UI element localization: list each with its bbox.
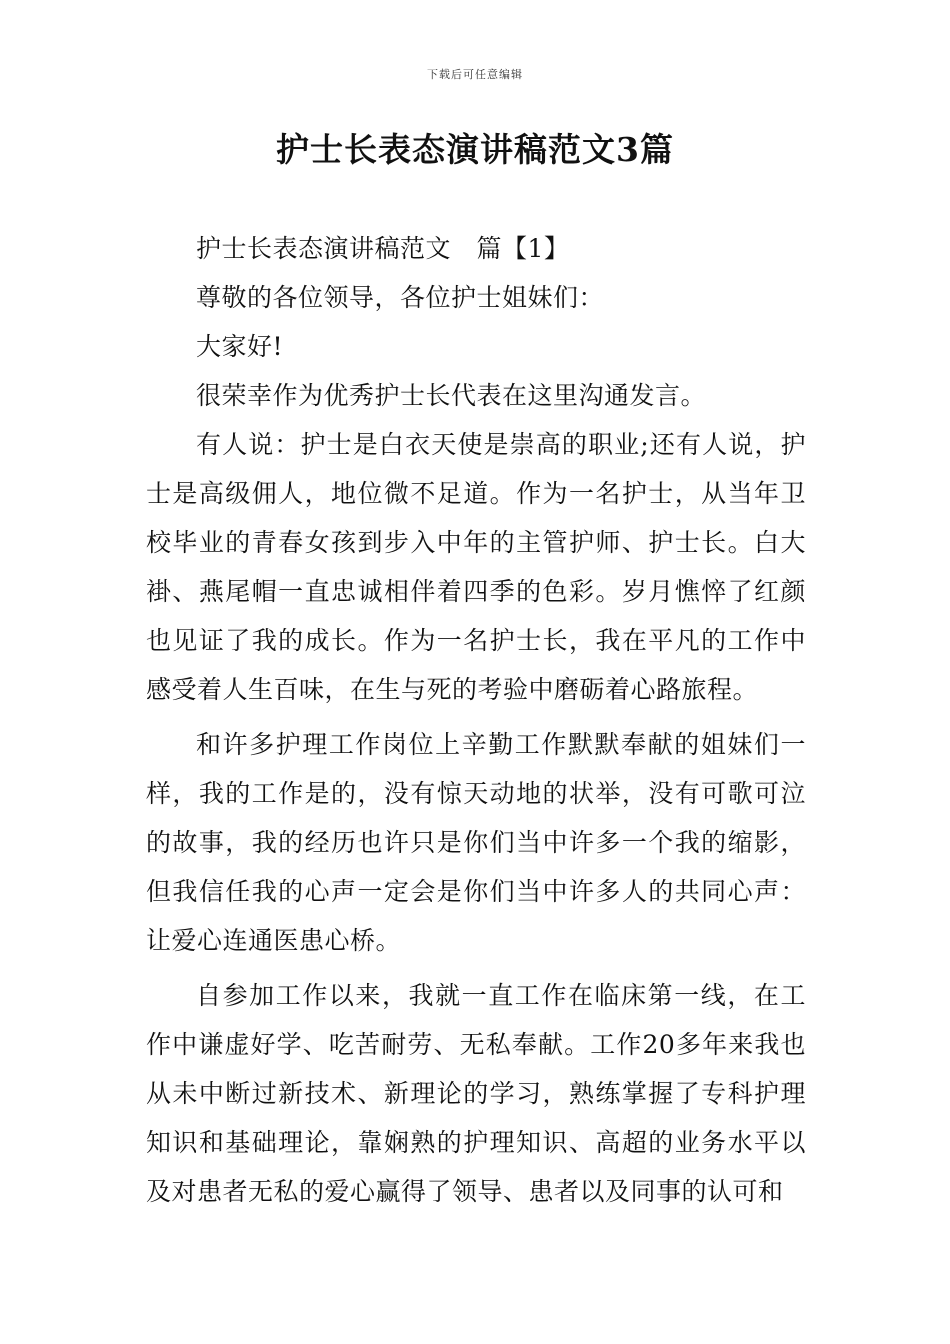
document-body [146, 224, 806, 1216]
paragraph-body-3: 自参加工作以来，我就一直工作在临床第一线，在工作中谦虚好学、吃苦耐劳、无私奉献。工作20多年来我也从未中断过新技术、新理论的学习，熟练掌握了专科护理知识和基础理论，靠娴熟的护理知识、高超的业务水平以及对患者无私的爱心赢得了领导、患者以及同事的认可和 [146, 981, 806, 1206]
paragraph-section-heading: 护士长表态演讲稿范文 篇【1】 [196, 234, 570, 263]
paragraph-body-2: 和许多护理工作岗位上辛勤工作默默奉献的姐妹们一样，我的工作是的，没有惊天动地的状举，没有可歌可泣的故事，我的经历也许只是你们当中许多一个我的缩影，但我信任我的心声一定会是你们当中许多人的共同心声：让爱心连通医患心桥。 [146, 730, 806, 955]
paragraph-intro: 很荣幸作为优秀护士长代表在这里沟通发言。 [196, 381, 707, 410]
header-note: 下载后可任意编辑 [427, 68, 523, 81]
document-title: 护士长表态演讲稿范文3篇 [276, 130, 674, 169]
paragraph-greeting: 大家好! [196, 332, 284, 361]
paragraph-body-1: 有人说：护士是白衣天使是崇高的职业;还有人说，护士是高级佣人，地位微不足道。作为一名护士，从当年卫校毕业的青春女孩到步入中年的主管护师、护士长。白大褂、燕尾帽一直忠诚相伴着四季的色彩。岁月憔悴了红颜也见证了我的成长。作为一名护士长，我在平凡的工作中感受着人生百味，在生与死的考验中磨砺着心路旅程。 [146, 430, 806, 704]
paragraph-salutation: 尊敬的各位领导，各位护士姐妹们： [196, 283, 605, 312]
